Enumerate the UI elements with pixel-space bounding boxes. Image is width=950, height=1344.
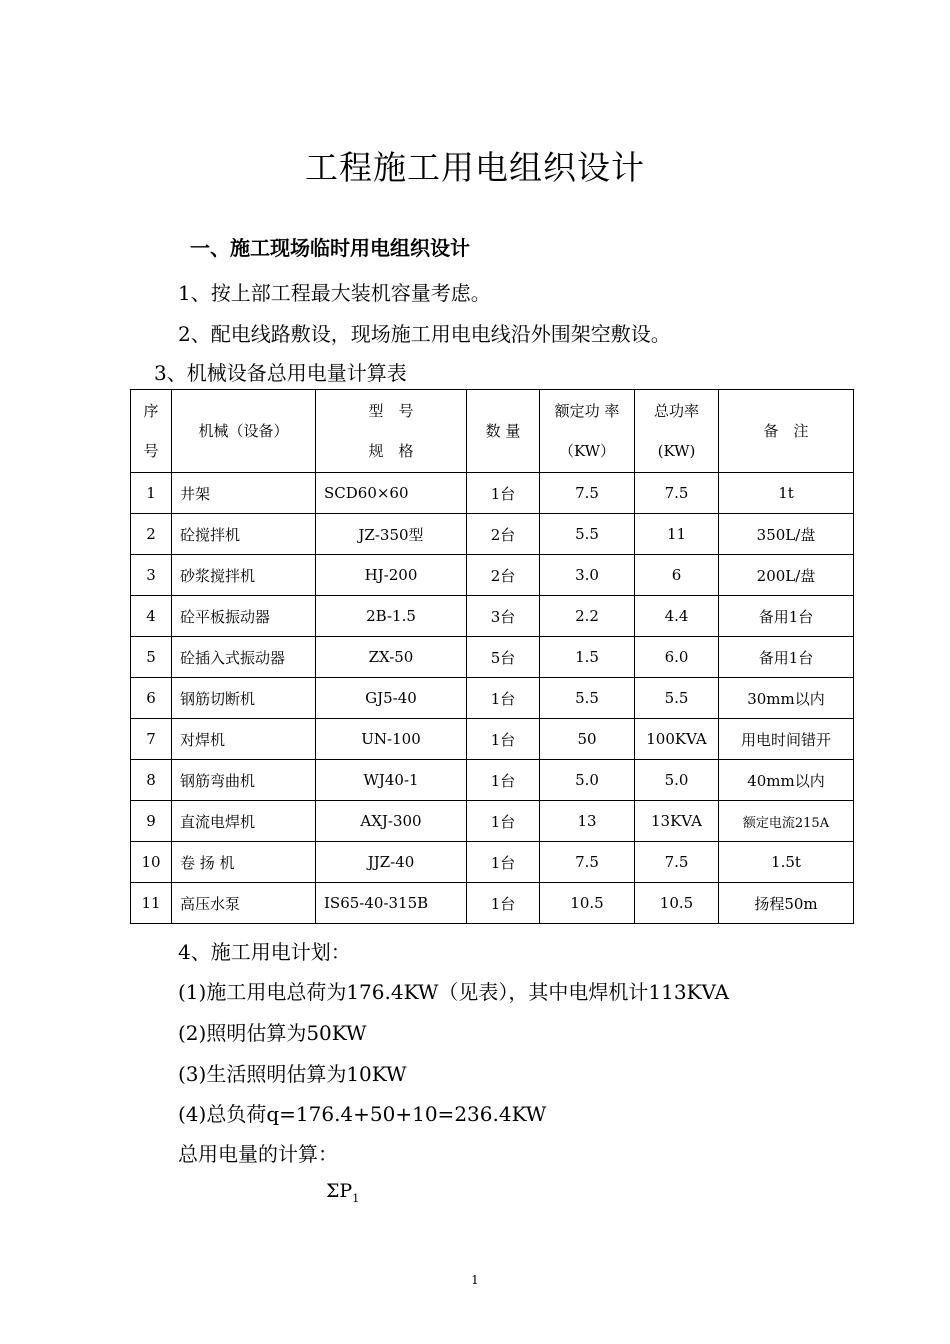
header-model-bottom: 规 格 xyxy=(368,442,414,460)
cell-no: 7 xyxy=(131,719,172,760)
table-row xyxy=(131,760,854,801)
cell-total: 5.0 xyxy=(635,760,719,801)
cell-name: 钢筋切断机 xyxy=(172,678,316,719)
cell-model: SCD60×60 xyxy=(316,473,467,514)
cell-qty: 1台 xyxy=(467,678,540,719)
cell-qty: 1台 xyxy=(467,473,540,514)
page-number: 1 xyxy=(471,1273,479,1287)
header-qty: 数 量 xyxy=(467,390,540,473)
cell-no: 5 xyxy=(131,637,172,678)
plan-heading: 4、施工用电计划： xyxy=(178,940,351,964)
cell-no: 6 xyxy=(131,678,172,719)
cell-total: 7.5 xyxy=(635,473,719,514)
plan-line-2: (2)照明估算为50KW xyxy=(178,1021,367,1045)
cell-qty: 1台 xyxy=(467,801,540,842)
table-header-row xyxy=(131,390,854,473)
cell-rated: 1.5 xyxy=(540,637,635,678)
cell-qty: 1台 xyxy=(467,719,540,760)
item-1: 1、按上部工程最大装机容量考虑。 xyxy=(178,281,491,305)
cell-model: IS65-40-315B xyxy=(316,883,467,924)
cell-model: JJZ-40 xyxy=(316,842,467,883)
cell-model: AXJ-300 xyxy=(316,801,467,842)
cell-name: 直流电焊机 xyxy=(172,801,316,842)
cell-name: 砼插入式振动器 xyxy=(172,637,316,678)
cell-note: 额定电流215A xyxy=(719,801,854,842)
cell-note: 1t xyxy=(719,473,854,514)
cell-total: 6 xyxy=(635,555,719,596)
cell-rated: 5.5 xyxy=(540,514,635,555)
cell-total: 11 xyxy=(635,514,719,555)
cell-total: 7.5 xyxy=(635,842,719,883)
cell-model: HJ-200 xyxy=(316,555,467,596)
cell-note: 40mm以内 xyxy=(719,760,854,801)
cell-no: 4 xyxy=(131,596,172,637)
header-machine: 机械（设备） xyxy=(172,390,316,473)
calc-heading: 总用电量的计算： xyxy=(178,1142,338,1166)
cell-qty: 5台 xyxy=(467,637,540,678)
table-row xyxy=(131,473,854,514)
cell-total: 5.5 xyxy=(635,678,719,719)
cell-qty: 3台 xyxy=(467,596,540,637)
cell-name: 砂浆搅拌机 xyxy=(172,555,316,596)
table-row xyxy=(131,514,854,555)
cell-qty: 2台 xyxy=(467,514,540,555)
cell-name: 井架 xyxy=(172,473,316,514)
cell-no: 1 xyxy=(131,473,172,514)
cell-name: 砼平板振动器 xyxy=(172,596,316,637)
header-rated xyxy=(540,390,635,473)
table-row xyxy=(131,801,854,842)
section-heading: 一、施工现场临时用电组织设计 xyxy=(190,236,470,260)
cell-model: WJ40-1 xyxy=(316,760,467,801)
table-row xyxy=(131,637,854,678)
cell-no: 8 xyxy=(131,760,172,801)
cell-model: UN-100 xyxy=(316,719,467,760)
cell-total: 13KVA xyxy=(635,801,719,842)
plan-line-4: (4)总负荷q=176.4+50+10=236.4KW xyxy=(178,1102,547,1126)
cell-rated: 13 xyxy=(540,801,635,842)
header-total-top: 总功率 xyxy=(653,402,699,420)
cell-no: 3 xyxy=(131,555,172,596)
cell-total: 100KVA xyxy=(635,719,719,760)
cell-name: 高压水泵 xyxy=(172,883,316,924)
cell-note: 200L/盘 xyxy=(719,555,854,596)
item-3: 3、机械设备总用电量计算表 xyxy=(154,361,407,385)
cell-total: 10.5 xyxy=(635,883,719,924)
cell-total: 6.0 xyxy=(635,637,719,678)
header-model xyxy=(316,390,467,473)
plan-line-1: (1)施工用电总荷为176.4KW（见表），其中电焊机计113KVA xyxy=(178,980,730,1004)
cell-qty: 1台 xyxy=(467,883,540,924)
header-total-bottom: (KW) xyxy=(657,442,696,460)
equipment-table xyxy=(130,389,854,924)
formula-main: ΣP xyxy=(326,1180,353,1202)
cell-name: 卷 扬 机 xyxy=(172,842,316,883)
header-seq xyxy=(131,390,172,473)
cell-rated: 5.5 xyxy=(540,678,635,719)
cell-qty: 1台 xyxy=(467,842,540,883)
table-row xyxy=(131,883,854,924)
cell-rated: 5.0 xyxy=(540,760,635,801)
cell-model: JZ-350型 xyxy=(316,514,467,555)
cell-rated: 7.5 xyxy=(540,842,635,883)
cell-rated: 2.2 xyxy=(540,596,635,637)
document-title: 工程施工用电组织设计 xyxy=(305,148,645,187)
cell-name: 砼搅拌机 xyxy=(172,514,316,555)
table-row xyxy=(131,596,854,637)
cell-model: ZX-50 xyxy=(316,637,467,678)
cell-model: 2B-1.5 xyxy=(316,596,467,637)
cell-no: 9 xyxy=(131,801,172,842)
cell-no: 11 xyxy=(131,883,172,924)
header-rated-top: 额定功 率 xyxy=(554,402,620,420)
cell-no: 2 xyxy=(131,514,172,555)
cell-qty: 2台 xyxy=(467,555,540,596)
cell-rated: 50 xyxy=(540,719,635,760)
formula xyxy=(326,1180,359,1205)
cell-rated: 7.5 xyxy=(540,473,635,514)
cell-qty: 1台 xyxy=(467,760,540,801)
header-seq-top: 序 xyxy=(143,402,159,420)
table-row xyxy=(131,555,854,596)
item-2: 2、配电线路敷设，现场施工用电电线沿外围架空敷设。 xyxy=(178,322,671,346)
header-seq-bottom: 号 xyxy=(143,442,159,460)
cell-name: 钢筋弯曲机 xyxy=(172,760,316,801)
formula-subscript: 1 xyxy=(352,1191,360,1205)
header-model-top: 型 号 xyxy=(368,402,414,420)
cell-note: 备用1台 xyxy=(719,637,854,678)
cell-rated: 3.0 xyxy=(540,555,635,596)
cell-note: 1.5t xyxy=(719,842,854,883)
cell-name: 对焊机 xyxy=(172,719,316,760)
cell-note: 扬程50m xyxy=(719,883,854,924)
plan-line-3: (3)生活照明估算为10KW xyxy=(178,1062,407,1086)
header-note: 备 注 xyxy=(719,390,854,473)
header-rated-bottom: （KW） xyxy=(558,442,616,460)
cell-model: GJ5-40 xyxy=(316,678,467,719)
cell-total: 4.4 xyxy=(635,596,719,637)
cell-note: 用电时间错开 xyxy=(719,719,854,760)
cell-note: 备用1台 xyxy=(719,596,854,637)
header-total xyxy=(635,390,719,473)
table-row xyxy=(131,842,854,883)
cell-note: 350L/盘 xyxy=(719,514,854,555)
cell-note: 30mm以内 xyxy=(719,678,854,719)
cell-rated: 10.5 xyxy=(540,883,635,924)
cell-no: 10 xyxy=(131,842,172,883)
table-row xyxy=(131,678,854,719)
table-row xyxy=(131,719,854,760)
